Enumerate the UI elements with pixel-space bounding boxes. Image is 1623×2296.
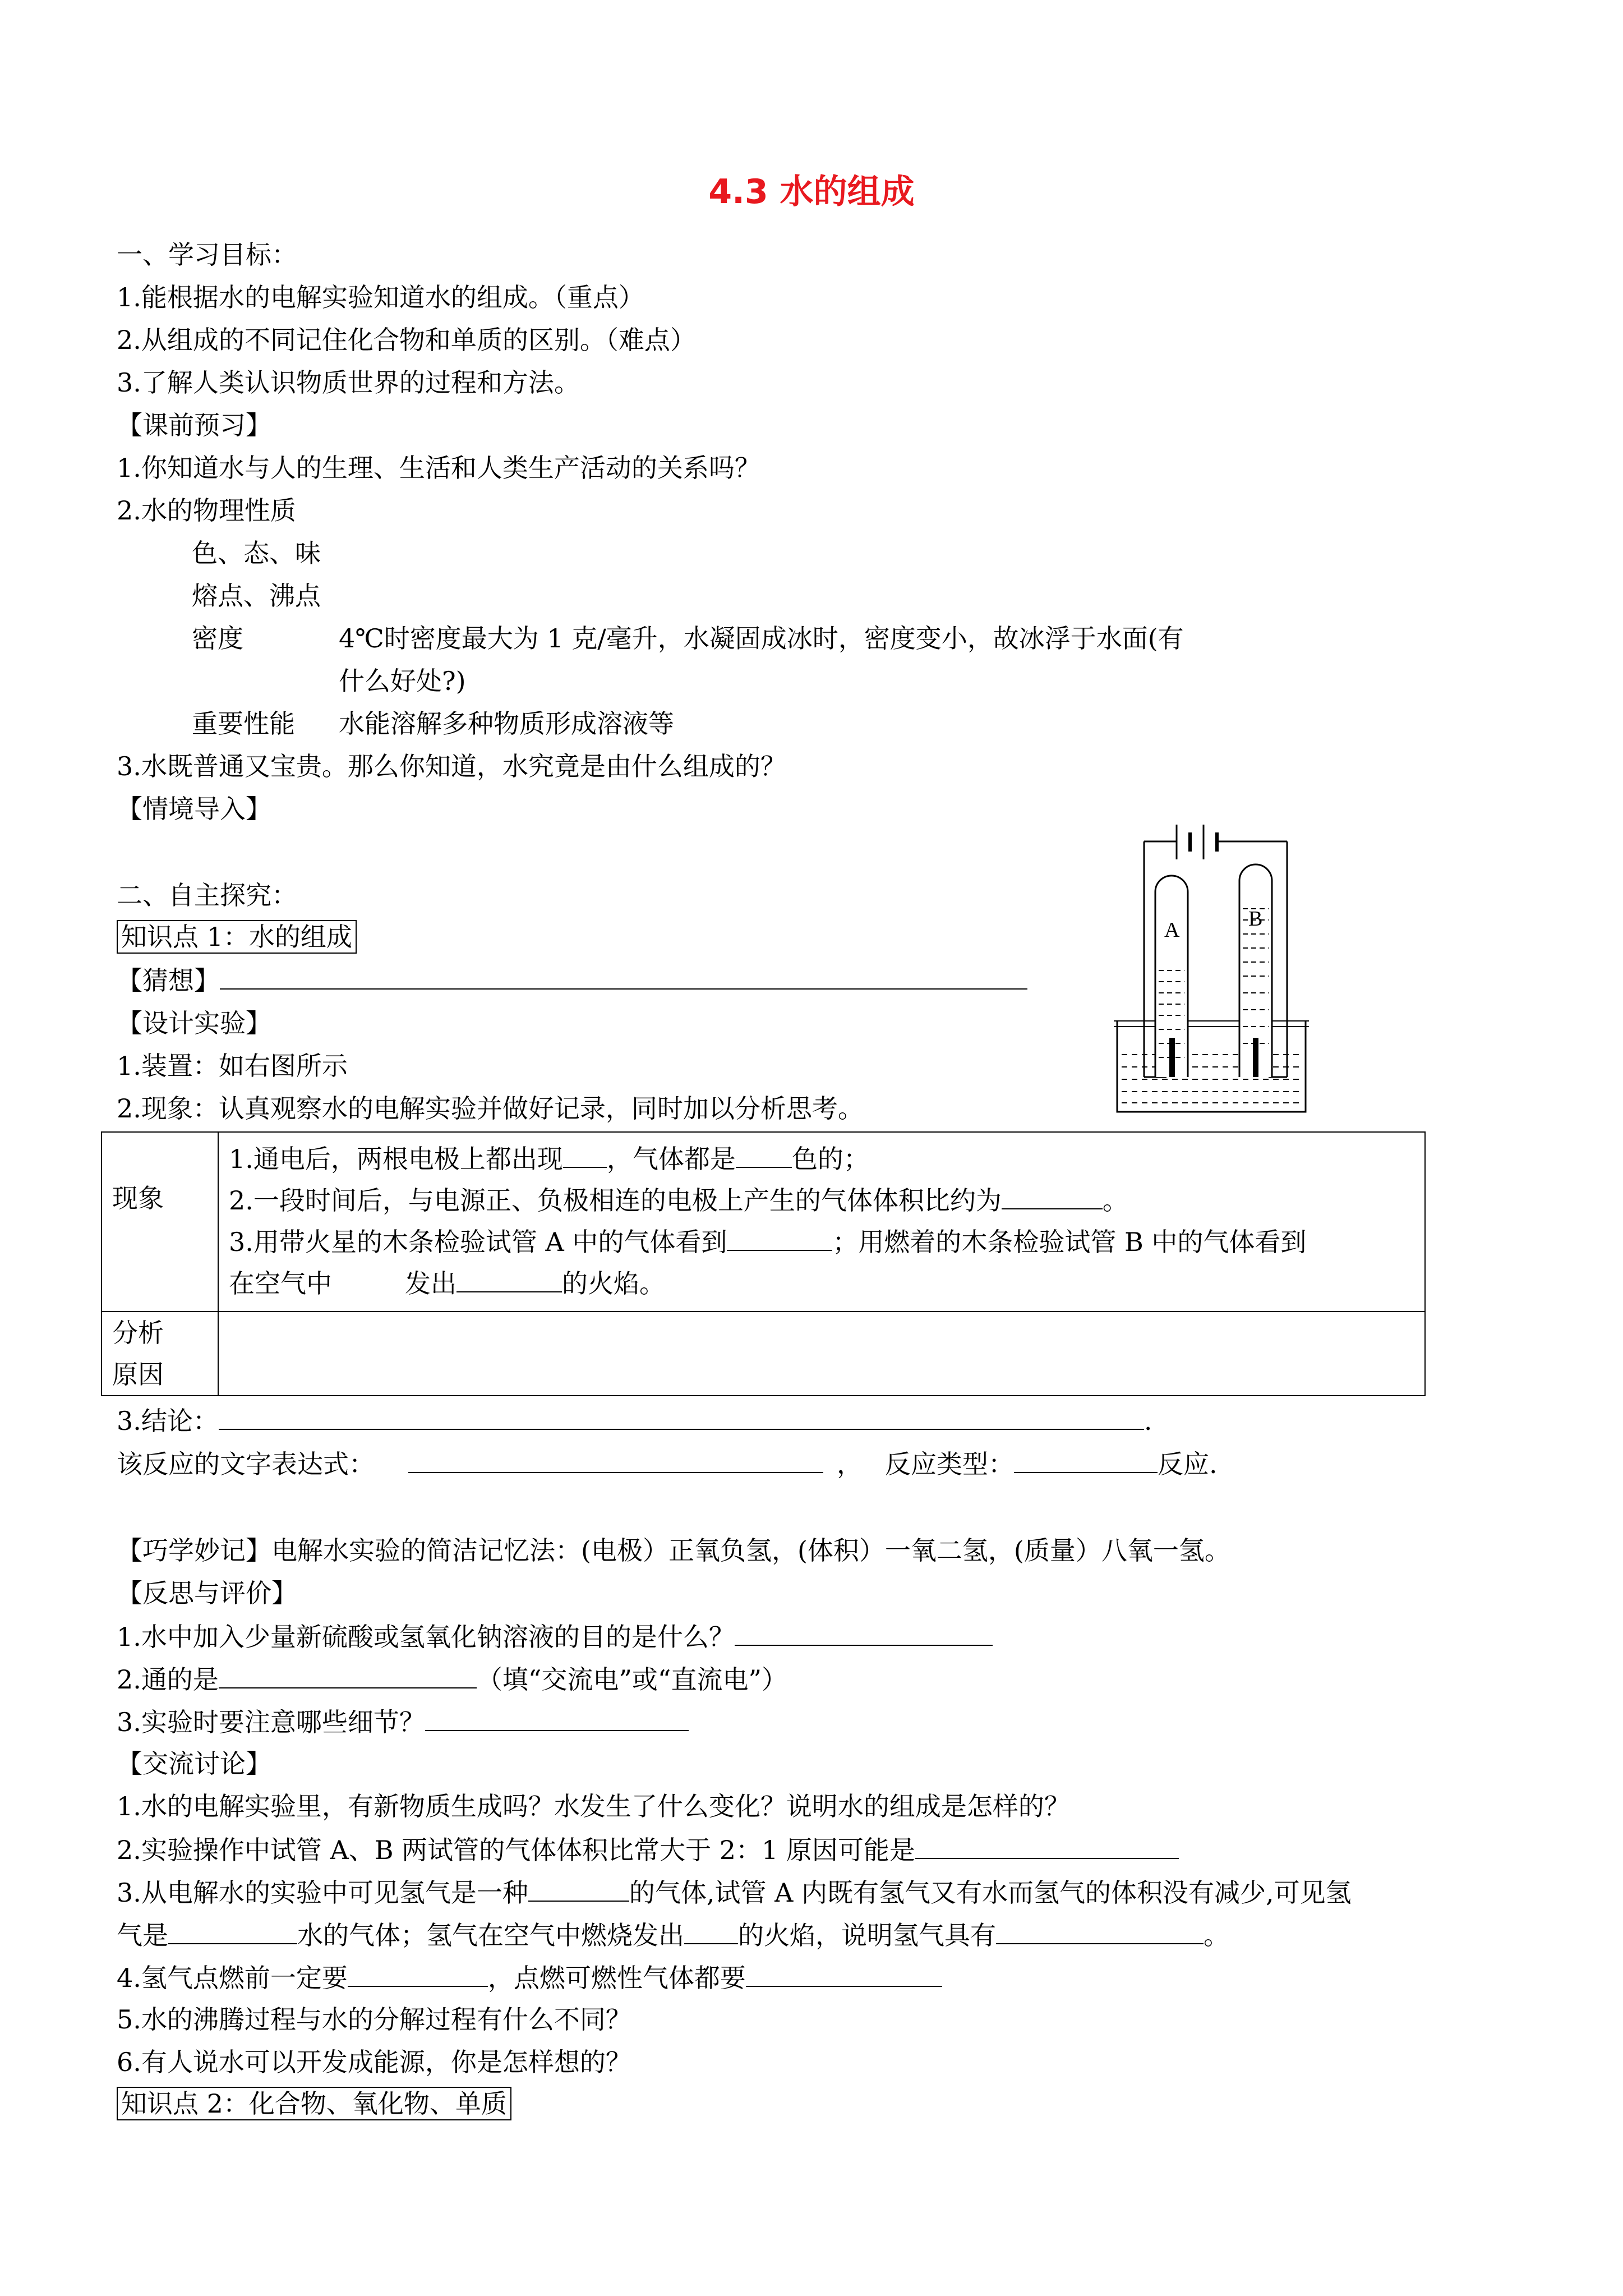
blank-tube-a-result[interactable] xyxy=(727,1225,832,1251)
prop-color-state-taste: 色、态、味 xyxy=(192,538,321,568)
design-heading: 【设计实验】 xyxy=(117,1008,271,1038)
expression-label: 该反应的文字表达式： xyxy=(117,1449,375,1479)
conclusion-line: 3.结论： . xyxy=(117,1404,1152,1437)
discuss-q3-line1: 3.从电解水的实验中可见氢气是一种 的气体,试管 A 内既有氢气又有水而氢气的体积没有减少,可见氢 xyxy=(117,1876,1352,1908)
knowledge-point-2: 知识点 2：化合物、氧化物、单质 xyxy=(117,2087,511,2120)
discuss-heading: 【交流讨论】 xyxy=(117,1749,271,1779)
discuss-q1: 1.水的电解实验里，有新物质生成吗？水发生了什么变化？说明水的组成是怎样的？ xyxy=(117,1791,1070,1821)
reaction-type-label: 反应类型： xyxy=(885,1449,1014,1479)
tube-a-label: A xyxy=(1164,918,1180,942)
conclusion-answer-line[interactable] xyxy=(219,1404,1144,1430)
discuss-q5: 5.水的沸腾过程与水的分解过程有什么不同？ xyxy=(117,2004,631,2035)
phenomenon-intro: 2.现象：认真观察水的电解实验并做好记录，同时加以分析思考。 xyxy=(117,1093,864,1124)
reflect-q3: 3.实验时要注意哪些细节？ xyxy=(117,1705,689,1738)
blank-flame-color[interactable] xyxy=(457,1267,562,1292)
prop-density-label: 密度 xyxy=(192,623,243,654)
memory-tip: 【巧学妙记】电解水实验的简洁记忆法：(电极）正氧负氢，(体积）一氧二氢，(质量）八氧一氢。 xyxy=(117,1535,1230,1566)
reflect-q3-answer-line[interactable] xyxy=(425,1705,689,1731)
tube-b-label: B xyxy=(1248,907,1263,931)
phenomenon-line-3: 3.用带火星的木条检验试管 A 中的气体看到 ；用燃着的木条检验试管 B 中的气体看到 xyxy=(229,1221,1414,1263)
prop-density-text: 4℃时密度最大为 1 克/毫升，水凝固成冰时，密度变小，故冰浮于水面(有 xyxy=(339,623,1184,654)
discuss-q4-blank-2[interactable] xyxy=(746,1961,942,1987)
goal-1: 1.能根据水的电解实验知道水的组成。（重点） xyxy=(117,282,644,312)
reflect-q2: 2.通的是 （填“交流电”或“直流电”） xyxy=(117,1663,787,1695)
row-label-analysis: 分析 原因 xyxy=(102,1312,218,1396)
guess-heading xyxy=(117,964,1027,996)
discuss-q3-blank-4[interactable] xyxy=(996,1918,1204,1944)
electrolysis-apparatus-figure xyxy=(1110,808,1312,1116)
discuss-q3-line2: 气是 水的气体；氢气在空气中燃烧发出 的火焰，说明氢气具有 。 xyxy=(117,1918,1229,1951)
phenomenon-line-4: 在空气中 发出 的火焰。 xyxy=(229,1263,1414,1304)
reflect-q1: 1.水中加入少量新硫酸或氢氧化钠溶液的目的是什么？ xyxy=(117,1620,993,1653)
blank-electrode-bubbles[interactable] xyxy=(563,1142,607,1168)
prop-important-label: 重要性能 xyxy=(192,708,295,739)
expression-line: 该反应的文字表达式： ， 反应类型： 反应. xyxy=(117,1447,1218,1480)
observation-table xyxy=(101,1131,1426,1396)
intro-heading: 【情境导入】 xyxy=(117,794,271,824)
guess-label: 【猜想】 xyxy=(117,965,220,996)
goal-3: 3.了解人类认识物质世界的过程和方法。 xyxy=(117,367,580,398)
preview-q1: 1.你知道水与人的生理、生活和人类生产活动的关系吗？ xyxy=(117,453,760,483)
phenomenon-line-2: 2.一段时间后，与电源正、负极相连的电极上产生的气体体积比约为 。 xyxy=(229,1180,1414,1221)
section1-heading: 一、学习目标： xyxy=(117,240,297,270)
discuss-q2-answer-line[interactable] xyxy=(915,1833,1179,1859)
discuss-q4: 4.氢气点燃前一定要 ，点燃可燃性气体都要 xyxy=(117,1961,942,1994)
blank-volume-ratio[interactable] xyxy=(1002,1184,1103,1209)
discuss-q6: 6.有人说水可以开发成能源，你是怎样想的？ xyxy=(117,2047,631,2077)
prop-melting-boiling: 熔点、沸点 xyxy=(192,581,321,611)
row-label-phenomenon: 现象 xyxy=(102,1132,218,1312)
analysis-cell[interactable] xyxy=(218,1312,1425,1396)
phenomenon-line-1: 1.通电后，两根电极上都出现 ，气体都是 色的； xyxy=(229,1138,1414,1180)
section2-heading: 二、自主探究： xyxy=(117,880,297,910)
prop-density-text-2: 什么好处?) xyxy=(339,666,466,696)
conclusion-label: 3.结论： xyxy=(117,1406,219,1436)
knowledge-point-1: 知识点 1：水的组成 xyxy=(117,920,357,954)
page-title: 4.3 水的组成 xyxy=(708,172,915,211)
reflect-q2-answer-line[interactable] xyxy=(219,1663,477,1688)
reaction-type-answer-line[interactable] xyxy=(1014,1447,1158,1473)
blank-gas-color[interactable] xyxy=(736,1142,792,1168)
preview-q3: 3.水既普通又宝贵。那么你知道，水究竟是由什么组成的？ xyxy=(117,751,786,781)
goal-2: 2.从组成的不同记住化合物和单质的区别。（难点） xyxy=(117,325,696,355)
discuss-q3-blank-3[interactable] xyxy=(684,1918,738,1944)
expression-answer-line[interactable] xyxy=(408,1447,823,1473)
reflect-q1-answer-line[interactable] xyxy=(735,1620,993,1646)
guess-answer-line[interactable] xyxy=(220,964,1027,990)
discuss-q3-blank-2[interactable] xyxy=(168,1918,297,1944)
reflect-heading: 【反思与评价】 xyxy=(117,1578,297,1608)
prop-important-text: 水能溶解多种物质形成溶液等 xyxy=(339,708,674,739)
preview-q2: 2.水的物理性质 xyxy=(117,495,296,526)
apparatus-line: 1.装置：如右图所示 xyxy=(117,1051,348,1081)
discuss-q3-blank-1[interactable] xyxy=(528,1876,629,1902)
phenomenon-cell xyxy=(218,1132,1425,1312)
discuss-q4-blank-1[interactable] xyxy=(348,1961,488,1987)
discuss-q2: 2.实验操作中试管 A、B 两试管的气体体积比常大于 2：1 原因可能是 xyxy=(117,1833,1179,1866)
preview-heading: 【课前预习】 xyxy=(117,410,271,440)
